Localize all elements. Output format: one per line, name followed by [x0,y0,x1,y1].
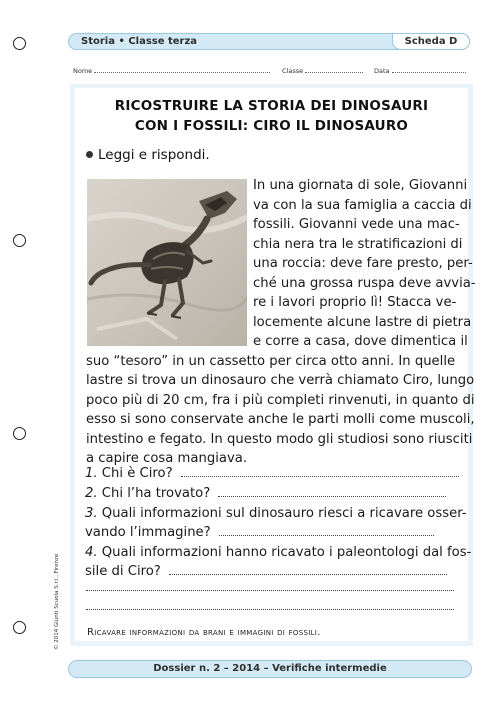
text-line: In una giornata di sole, Giovanni [253,178,468,193]
text-line: re i lavori proprio lì! Stacca ve- [253,295,457,310]
text-line: lastre si trova un dinosauro che verrà chiamato Ciro, lungo [86,373,475,388]
binder-hole [13,427,26,440]
text-line: a capire cosa mangiava. [86,451,248,466]
date-blank[interactable] [392,66,466,73]
question-text: sile di Ciro? [85,564,161,579]
question-number: 1. [85,466,98,481]
page-title-line-2: CON I FOSSILI: CIRO IL DINOSAURO [134,118,409,134]
question-number: 4. [85,545,98,560]
text-line: va con la sua famiglia a caccia di [253,197,472,213]
question-text: Chi l’ha trovato? [101,486,211,501]
binder-hole [13,621,26,634]
question-text: Chi è Ciro? [101,466,173,481]
question-text: vando l’immagine? [85,525,211,540]
answer-line[interactable] [86,590,454,591]
footer-bar: Dossier n. 2 – 2014 – Verifiche intermedie [68,660,472,678]
answer-line[interactable] [86,609,454,610]
text-line: intestino e fegato. In questo modo gli studiosi sono riusciti [86,431,473,447]
question-number: 3. [85,506,98,521]
class-field[interactable] [282,66,363,75]
dinosaur-fossil-photo [87,179,247,346]
bullet-icon [86,151,93,158]
copyright-notice: © 2014 Giunti Scuola S.r.l., Firenze [54,553,60,650]
binder-hole [13,37,26,50]
question-3-cont [85,525,434,540]
sheet-label: Scheda D [392,33,470,50]
question-4-cont [85,564,447,579]
instruction [86,147,210,163]
question-1 [85,466,459,481]
text-line: fossili. Giovanni vede una mac- [253,217,460,232]
subject-label: Storia • Classe terza [81,36,198,47]
answer-line[interactable] [218,486,446,497]
binder-hole [13,234,26,247]
text-line: chia nera tra le stratificazioni di [253,236,463,252]
question-text: Quali informazioni sul dinosauro riesci a ricavare osser- [101,506,467,521]
text-line: e corre a casa, dove dimentica il [253,334,468,349]
text-line: suo “tesoro” in un cassetto per circa otto anni. In quelle [86,353,456,369]
question-text: Quali informazioni hanno ricavato i paleontologi dal fos- [101,545,472,560]
answer-line[interactable] [181,466,459,477]
header-bar [68,33,470,50]
question-3 [85,506,467,521]
text-line: locemente alcune lastre di pietra [253,314,472,330]
learning-objective: Ricavare informazioni da brani e immagini di fossili. [87,627,321,638]
instruction-text: Leggi e rispondi. [98,147,210,163]
date-field[interactable] [374,66,466,75]
name-blank[interactable] [94,66,270,73]
answer-line[interactable] [219,525,434,536]
class-label: Classe [282,67,304,75]
date-label: Data [374,67,390,75]
question-2 [85,486,446,501]
text-line: esso si sono conservate anche le parti molli come muscoli, [86,412,475,427]
class-blank[interactable] [305,66,363,73]
question-number: 2. [85,486,98,501]
question-4 [85,545,471,560]
answer-line[interactable] [169,564,447,575]
page-title-line-1: RICOSTRUIRE LA STORIA DEI DINOSAURI [114,98,429,114]
text-line: ché una grossa ruspa deve avvia- [253,275,476,291]
text-line: poco più di 20 cm, fra i più completi rinvenuti, in quanto di [86,392,475,408]
name-label: Nome [73,67,93,75]
text-line: una roccia: deve fare presto, per- [253,256,473,271]
name-field[interactable] [73,66,270,75]
